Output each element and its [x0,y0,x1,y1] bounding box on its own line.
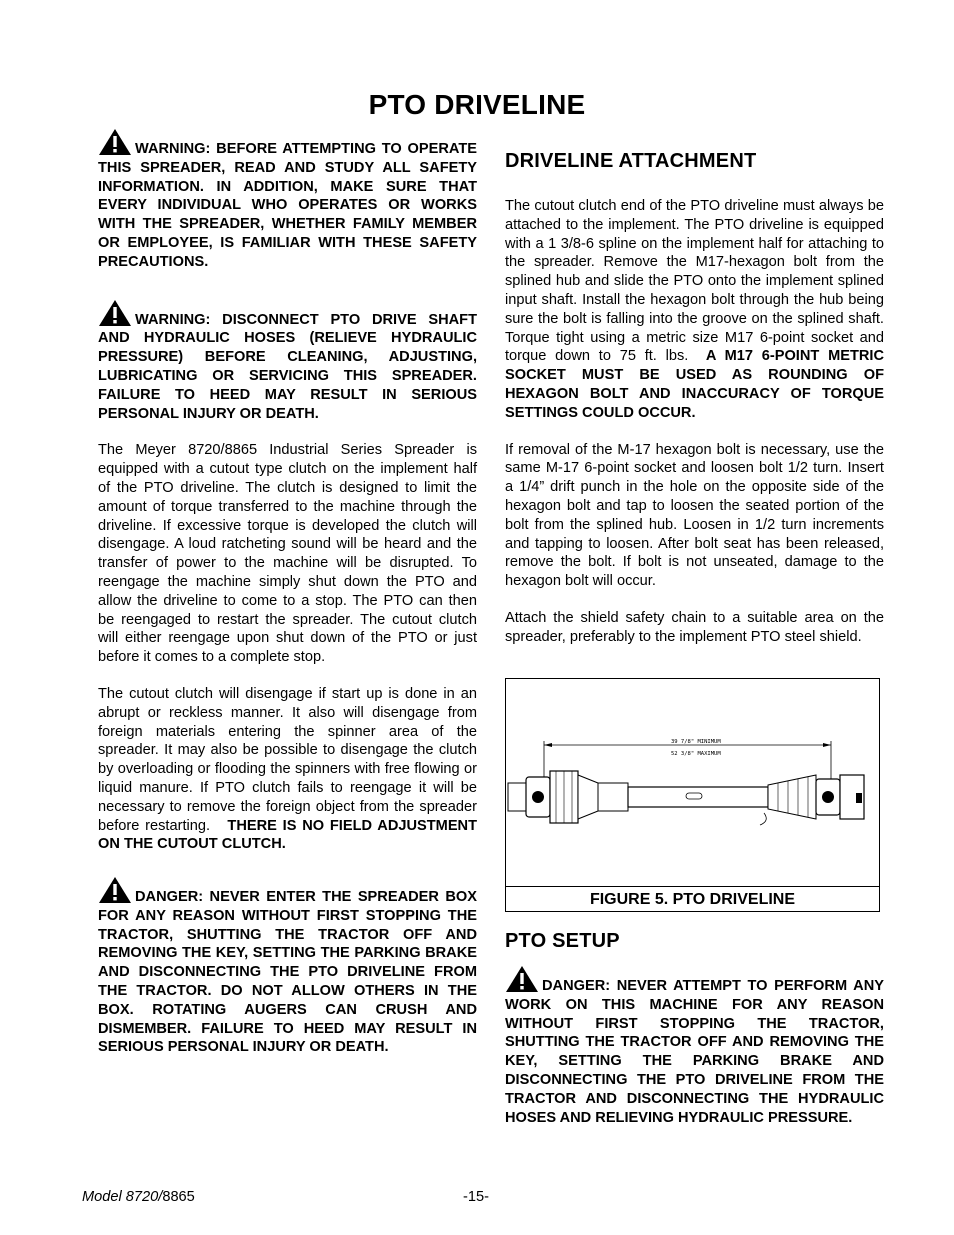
pto-driveline-illustration [506,679,879,886]
footer-model-label: Model 8720/ [82,1189,163,1205]
footer-model-suffix: 8865 [162,1189,195,1205]
left-shield-cone [578,775,598,819]
safety-chain [760,813,766,825]
figure-5 [505,678,880,912]
clutch-paragraph: The Meyer 8720/8865 Industrial Series Spreader is equipped with a cutout type clutch on the implement half of the PTO driveline. The clutch is designed to limit the amount of torque transferred to the machine through the driveline. If excessive torque is developed the clutch will disengage. A loud ratcheting sound will be heard and the transfer of power to the machine will be disrupted. To reengage the machine simply shut down the PTO and allow the driveline to come to a stop. The PTO can then be reengaged to restart the spreader. The cutout clutch will either reengage upon shut down of the PTO or just before it comes to a complete stop. [98,442,477,666]
warning-triangle-icon [98,299,132,327]
clutch-disengage-text: The cutout clutch will disengage if start up is done in an abrupt or reckless manner. It also will disengage from foreign materials entering the spinner area of the spreader. It may also be possible to disengage the clutch by overloading or flooding the spinners with free flowing or liquid manure. If PTO clutch fails to reengage it will be necessary to remove the foreign object from the spreader before restarting. [98,685,477,834]
driveline-attachment-heading: DRIVELINE ATTACHMENT [505,150,757,172]
left-cross-bearing [532,791,544,803]
warning-2-text: WARNING: DISCONNECT PTO DRIVE SHAFT AND HYDRAULIC HOSES (RELIEVE HYDRAULIC PRESSURE) BEFORE CLEANING, ADJUSTING, LUBRICATING OR SERVICING THIS SPREADER. FAILURE TO HEED MAY RESULT IN SERIOUS PERSONAL INJURY OR DEATH. [98,311,477,422]
right-cross-bearing [822,791,834,803]
warning-triangle-icon [98,128,132,156]
warning-triangle-icon [505,965,539,993]
bolt-removal-paragraph: If removal of the M-17 hexagon bolt is necessary, use the same M-17 6-point socket and loosen bolt 1/2 turn. Insert a 1/4” drift punch in the hole on the opposite side of the hexagon bolt and tap to loosen the seated portion of the bolt from the splined hub. Loosen in 1/2 turn increments and tapping to loosen. After bolt seat has been released, remove the bolt. If bolt is not unseated, damage to the hexagon bolt will occur. [505,441,884,590]
clutch-disengage-paragraph [98,685,477,854]
attachment-paragraph [505,197,884,423]
warning-notice-2 [98,299,477,424]
page-title: PTO DRIVELINE [368,89,586,120]
warning-1-text: WARNING: BEFORE ATTEMPTING TO OPERATE THIS SPREADER, READ AND STUDY ALL SAFETY INFORMATION. IN ADDITION, MAKE SURE THAT EVERY INDIVIDUAL WHO OPERATES OR WORKS WITH THE SPREADER, WHETHER FAMILY MEMBER OR EMPLOYEE, IS FAMILIAR WITH THESE SAFETY PRECAUTIONS. [98,141,477,270]
dimension-min-label: 39 7/8" MINIMUM [671,739,721,745]
pto-setup-heading: PTO SETUP [505,930,620,952]
right-shield-bellows [768,775,816,819]
field-adjustment-notice: THERE IS NO FIELD ADJUSTMENT ON THE CUTOUT CLUTCH. [98,817,478,853]
danger-notice-1 [98,876,477,1057]
dimension-arrow-left [544,743,552,747]
danger-notice-2 [505,965,884,1127]
danger-2-text: DANGER: NEVER ATTEMPT TO PERFORM ANY WORK ON THIS MACHINE FOR ANY REASON WITHOUT FIRST STOPPING THE TRACTOR, SHUTTING THE TRACTOR OFF AND REMOVING THE KEY, SETTING THE PARKING BRAKE AND DISCONNECTING THE PTO DRIVELINE FROM THE TRACTOR AND DISCONNECTING THE HYDRAULIC HOSES AND RELIEVING HYDRAULIC PRESSURE. [505,978,884,1126]
dimension-max-label: 52 3/8" MAXIMUM [671,751,721,757]
warning-triangle-icon [98,876,132,904]
right-column [505,128,884,647]
shield-slot [686,793,702,799]
left-column [98,128,477,1057]
shield-chain-paragraph: Attach the shield safety chain to a suitable area on the spreader, preferably to the implement PTO steel shield. [505,609,884,645]
hub-bolt [856,793,862,803]
dimension-arrow-right [823,743,831,747]
page-number: -15- [463,1189,489,1205]
attachment-text: The cutout clutch end of the PTO driveline must always be attached to the implement. The PTO driveline is equipped with a 1 3/8-6 spline on the implement half for attaching to the spreader. Remove the M17-hexagon bolt from the splined hub and slide the PTO onto the implement splined input shaft. Install the hexagon bolt through the hub being sure the bolt is falling into the groove on the splined shaft. Torque tight using a metric size M17 6-point socket and torque down to 75 ft. lbs. [505,198,884,365]
pto-setup-section [505,930,884,1127]
figure-caption: FIGURE 5. PTO DRIVELINE [506,886,879,912]
socket-notice: A M17 6-POINT METRIC SOCKET MUST BE USED AS ROUNDING OF HEXAGON BOLT AND INACCURACY OF TORQUE SETTINGS COULD OCCUR. [505,348,885,421]
left-yoke [508,783,526,811]
danger-1-text: DANGER: NEVER ENTER THE SPREADER BOX FOR ANY REASON WITHOUT FIRST STOPPING THE TRACTOR, SHUTTING THE TRACTOR OFF AND REMOVING THE KEY, SETTING THE PARKING BRAKE AND DISCONNECTING THE PTO DRIVELINE FROM THE TRACTOR. DO NOT ALLOW OTHERS IN THE BOX. ROTATING AUGERS CAN CRUSH AND DISMEMBER. FAILURE TO HEED MAY RESULT IN SERIOUS PERSONAL INJURY OR DEATH. [98,889,477,1056]
left-inner-tube [598,783,628,811]
pto-driveline-drawing [506,679,879,886]
footer-model [82,1189,195,1205]
warning-notice-1 [98,128,477,272]
